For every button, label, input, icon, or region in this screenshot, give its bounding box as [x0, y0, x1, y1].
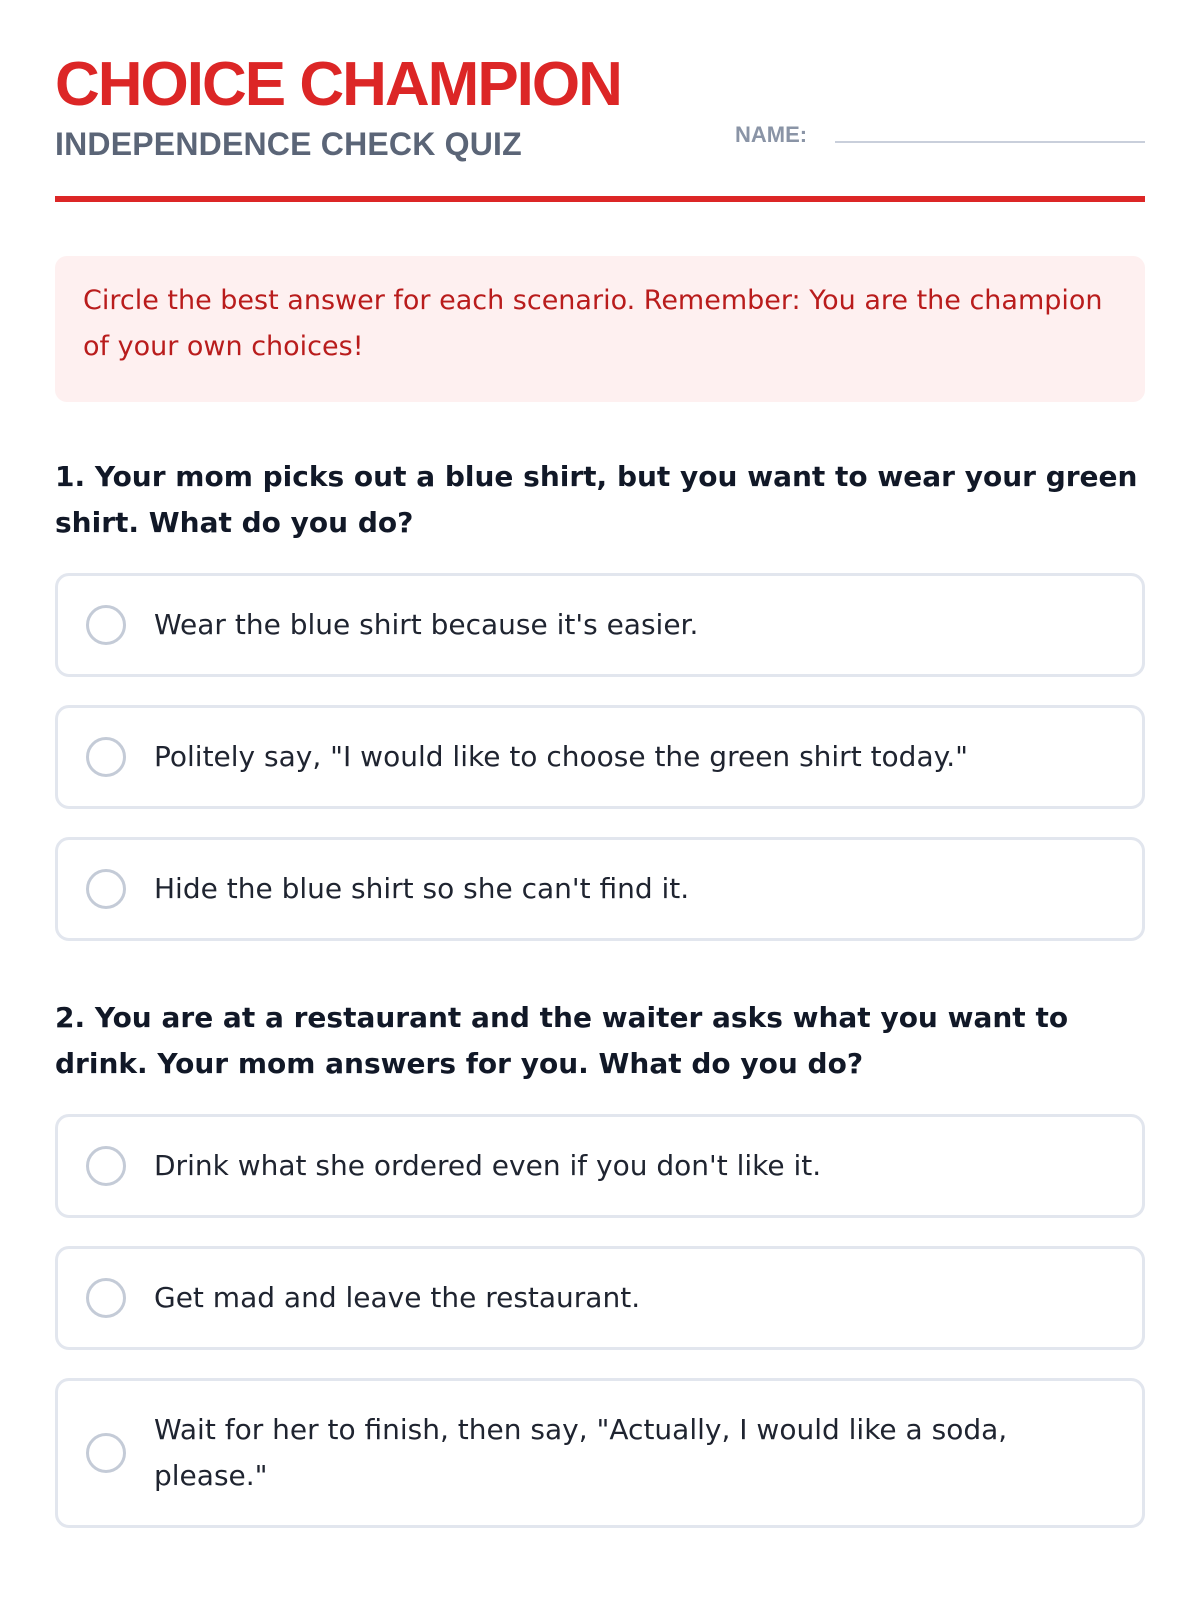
question-text: 2. You are at a restaurant and the waiter asks what you want to drink. Your mom answers for you. What do you do?	[55, 1001, 1069, 1080]
answer-text: Drink what she ordered even if you don't like it.	[154, 1149, 822, 1182]
answer-option[interactable]	[55, 573, 1145, 677]
answer-option[interactable]	[55, 1378, 1145, 1528]
answer-text: Wear the blue shirt because it's easier.	[154, 608, 699, 641]
header	[55, 0, 1145, 202]
radio-circle-icon[interactable]	[86, 1278, 126, 1318]
radio-circle-icon[interactable]	[86, 1433, 126, 1473]
radio-circle-icon[interactable]	[86, 869, 126, 909]
answer-option[interactable]	[55, 1246, 1145, 1350]
radio-circle-icon[interactable]	[86, 1146, 126, 1186]
answer-text: Get mad and leave the restaurant.	[154, 1281, 641, 1314]
name-write-line[interactable]	[835, 141, 1145, 143]
name-field	[735, 124, 1145, 154]
radio-circle-icon[interactable]	[86, 737, 126, 777]
instructions-box: Circle the best answer for each scenario. Remember: You are the champion of your own choices!	[55, 256, 1145, 402]
answer-option[interactable]	[55, 1114, 1145, 1218]
radio-circle-icon[interactable]	[86, 605, 126, 645]
page-subtitle: INDEPENDENCE CHECK QUIZ	[55, 126, 522, 162]
question-text: 1. Your mom picks out a blue shirt, but you want to wear your green shirt. What do you do?	[55, 460, 1138, 539]
question-2	[55, 995, 1145, 1528]
answer-text: Politely say, "I would like to choose the green shirt today."	[154, 740, 968, 773]
answer-text: Hide the blue shirt so she can't find it.	[154, 872, 690, 905]
answer-option[interactable]	[55, 705, 1145, 809]
question-1	[55, 454, 1145, 941]
page-title: CHOICE CHAMPION	[55, 50, 621, 119]
answer-text: Wait for her to finish, then say, "Actually, I would like a soda, please."	[154, 1413, 1008, 1492]
name-label: NAME:	[735, 122, 808, 147]
answer-option[interactable]	[55, 837, 1145, 941]
